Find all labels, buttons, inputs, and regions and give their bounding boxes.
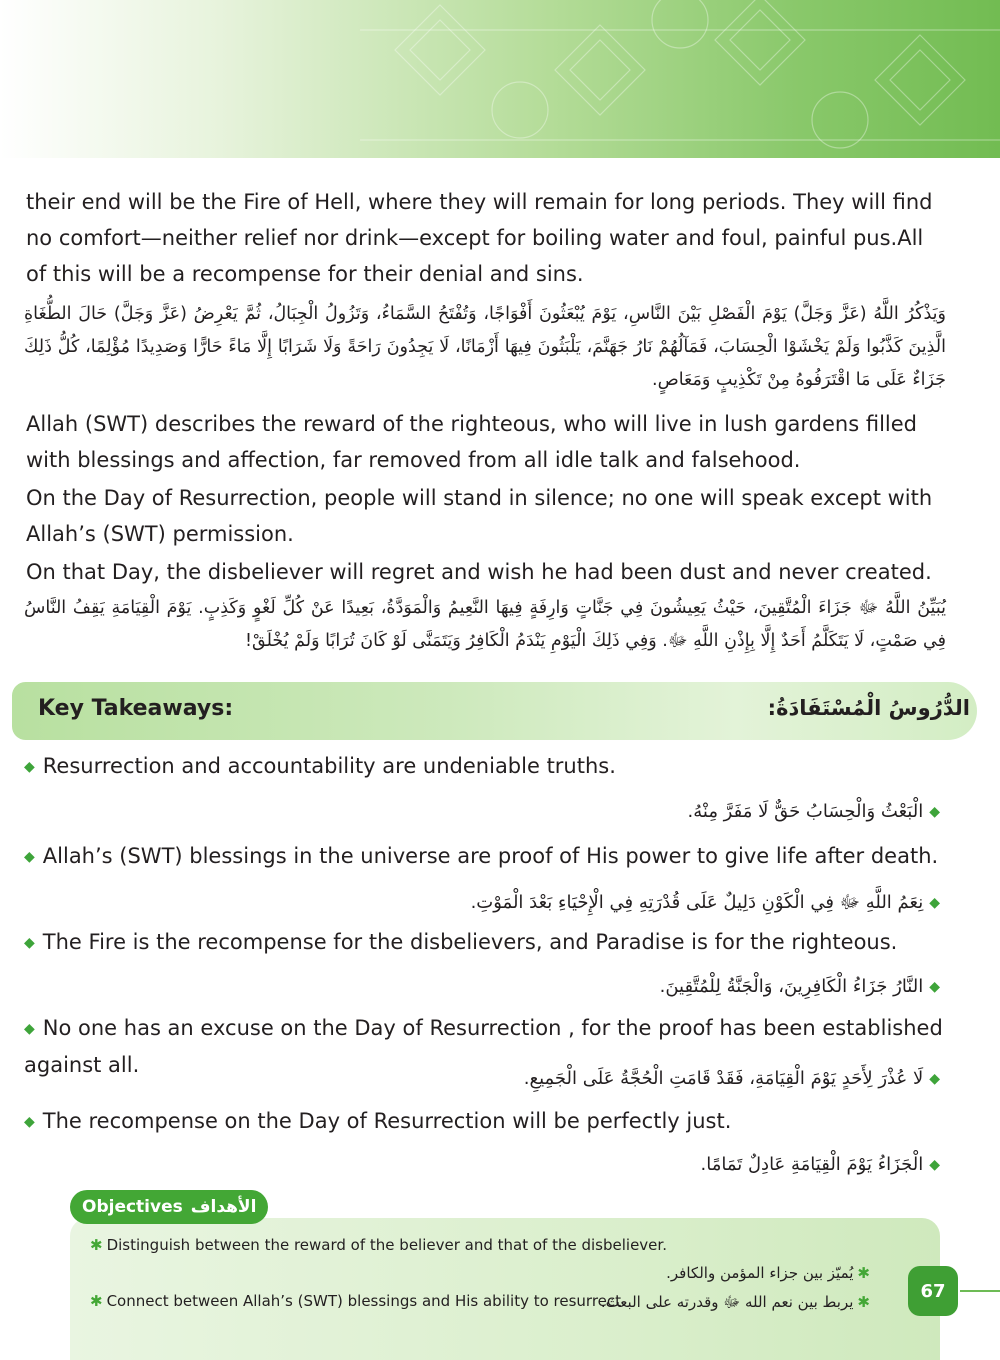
- objectives-label-en: Objectives: [82, 1197, 183, 1217]
- takeaway-item: ◆ Allah’s (SWT) blessings in the universe are proof of His power to give life after death.: [24, 838, 954, 875]
- geometric-pattern-icon: [360, 0, 1000, 158]
- diamond-bullet-icon: ◆: [24, 935, 35, 951]
- takeaway-item-arabic: ◆نِعَمُ اللَّهِ ﷻ فِي الْكَوْنِ دَلِيلٌ عَلَى قُدْرَتِهِ فِي الْإِحْيَاءِ بَعْدَ الْمَوْتِ.: [60, 886, 940, 920]
- reward-paragraph: Allah (SWT) describes the reward of the righteous, who will live in lush gardens filled with blessings and affection, far removed from all idle talk and falsehood.: [26, 412, 917, 472]
- diamond-bullet-icon: ◆: [929, 895, 940, 911]
- takeaway-item-arabic: ◆الْبَعْثُ وَالْحِسَابُ حَقٌّ لَا مَفَرَّ مِنْهُ.: [60, 795, 940, 829]
- key-takeaways-title-arabic: الدُّرُوسُ الْمُسْتَفَادَةُ:: [767, 696, 970, 720]
- regret-paragraph: On that Day, the disbeliever will regret and wish he had been dust and never created.: [26, 560, 932, 584]
- diamond-bullet-icon: ◆: [929, 979, 940, 995]
- star-bullet-icon: ✱: [90, 1292, 103, 1310]
- silence-paragraph: On the Day of Resurrection, people will stand in silence; no one will speak except with Allah’s (SWT) permission.: [26, 486, 933, 546]
- intro-paragraph: their end will be the Fire of Hell, where they will remain for long periods. They will find no comfort—neither relief nor drink—except for boiling water and foul, painful pus.All of this will be a recompense for their denial and sins.: [26, 190, 933, 286]
- takeaway-item: ◆ No one has an excuse on the Day of Resurrection , for the proof has been established against all.: [24, 1010, 954, 1083]
- takeaway-item-arabic: ◆النَّارُ جَزَاءُ الْكَافِرِينَ، وَالْجَنَّةُ لِلْمُتَّقِينَ.: [60, 970, 940, 1004]
- diamond-bullet-icon: ◆: [24, 1114, 35, 1130]
- objective-item-arabic: ✱يُميّز بين جزاء المؤمن والكافر.: [666, 1264, 870, 1282]
- takeaway-item-arabic: ◆الْجَزَاءُ يَوْمَ الْقِيَامَةِ عَادِلٌ تَمَامًا.: [60, 1148, 940, 1182]
- page-number-rule: [960, 1290, 1000, 1292]
- diamond-bullet-icon: ◆: [929, 1157, 940, 1173]
- takeaway-item: ◆ Resurrection and accountability are undeniable truths.: [24, 748, 954, 785]
- objective-item: ✱ Distinguish between the reward of the believer and that of the disbeliever.: [90, 1236, 667, 1254]
- objectives-label: [70, 1190, 268, 1224]
- objectives-label-ar: الأهداف: [190, 1197, 257, 1217]
- takeaway-item: ◆ The Fire is the recompense for the disbelievers, and Paradise is for the righteous.: [24, 924, 954, 961]
- star-bullet-icon: ✱: [90, 1236, 103, 1254]
- star-bullet-icon: ✱: [857, 1293, 870, 1311]
- takeaway-item: ◆ The recompense on the Day of Resurrection will be perfectly just.: [24, 1103, 954, 1140]
- arabic-paragraph-1: وَيَذْكُرُ اللَّهُ (عَزَّ وَجَلَّ) يَوْمَ الْفَصْلِ بَيْنَ النَّاسِ، يَوْمَ يُبْعَثُونَ أَفْوَاجًا، وَتُفْتَحُ السَّمَاءُ، وَتَزُولُ الْجِبَالُ، ثُمَّ يَعْرِضُ (عَزَّ وَجَلَّ) حَالَ الطُّغَاةِ الَّذِينَ كَذَّبُوا وَلَمْ يَخْشَوْا الْحِسَابَ، فَمَآلُهُمْ نَارُ جَهَنَّمَ، يَلْبَثُونَ فِيهَا أَزْمَانًا، لَا يَجِدُونَ رَاحَةً وَلَا شَرَابًا إِلَّا مَاءً حَارًّا وَصَدِيدًا مُؤْلِمًا، كُلُّ ذَلِكَ جَزَاءٌ عَلَى مَا اقْتَرَفُوهُ مِنْ تَكْذِيبٍ وَمَعَاصٍ.: [24, 304, 946, 390]
- key-takeaways-title: Key Takeaways:: [38, 696, 234, 721]
- page-number: 67: [908, 1266, 958, 1316]
- star-bullet-icon: ✱: [857, 1264, 870, 1282]
- diamond-bullet-icon: ◆: [929, 1071, 940, 1087]
- takeaway-item-arabic: ◆لَا عُذْرَ لِأَحَدٍ يَوْمَ الْقِيَامَةِ، فَقَدْ قَامَتِ الْحُجَّةُ عَلَى الْجَمِيعِ.: [60, 1062, 940, 1096]
- diamond-bullet-icon: ◆: [24, 1021, 35, 1037]
- objective-item-arabic: ✱يربط بين نعم الله ﷻ وقدرته على البعث.: [600, 1293, 870, 1311]
- diamond-bullet-icon: ◆: [929, 804, 940, 820]
- header-decorative-band: [0, 0, 1000, 158]
- diamond-bullet-icon: ◆: [24, 759, 35, 775]
- objective-item: ✱ Connect between Allah’s (SWT) blessings and His ability to resurrect.: [90, 1292, 626, 1310]
- arabic-paragraph-2: يُبَيِّنُ اللَّهُ ﷻ جَزَاءَ الْمُتَّقِينَ، حَيْثُ يَعِيشُونَ فِي جَنَّاتٍ وَارِفَةٍ فِيهَا النَّعِيمُ وَالْمَوَدَّةُ، بَعِيدًا عَنْ كُلِّ لَغْوٍ وَكَذِبٍ. يَوْمَ الْقِيَامَةِ يَقِفُ النَّاسُ فِي صَمْتٍ، لَا يَتَكَلَّمُ أَحَدٌ إِلَّا بِإِذْنِ اللَّهِ ﷻ. وَفِي ذَلِكَ الْيَوْمِ يَنْدَمُ الْكَافِرُ وَيَتَمَنَّى لَوْ كَانَ تُرَابًا وَلَمْ يُخْلَقْ!: [24, 598, 946, 651]
- diamond-bullet-icon: ◆: [24, 849, 35, 865]
